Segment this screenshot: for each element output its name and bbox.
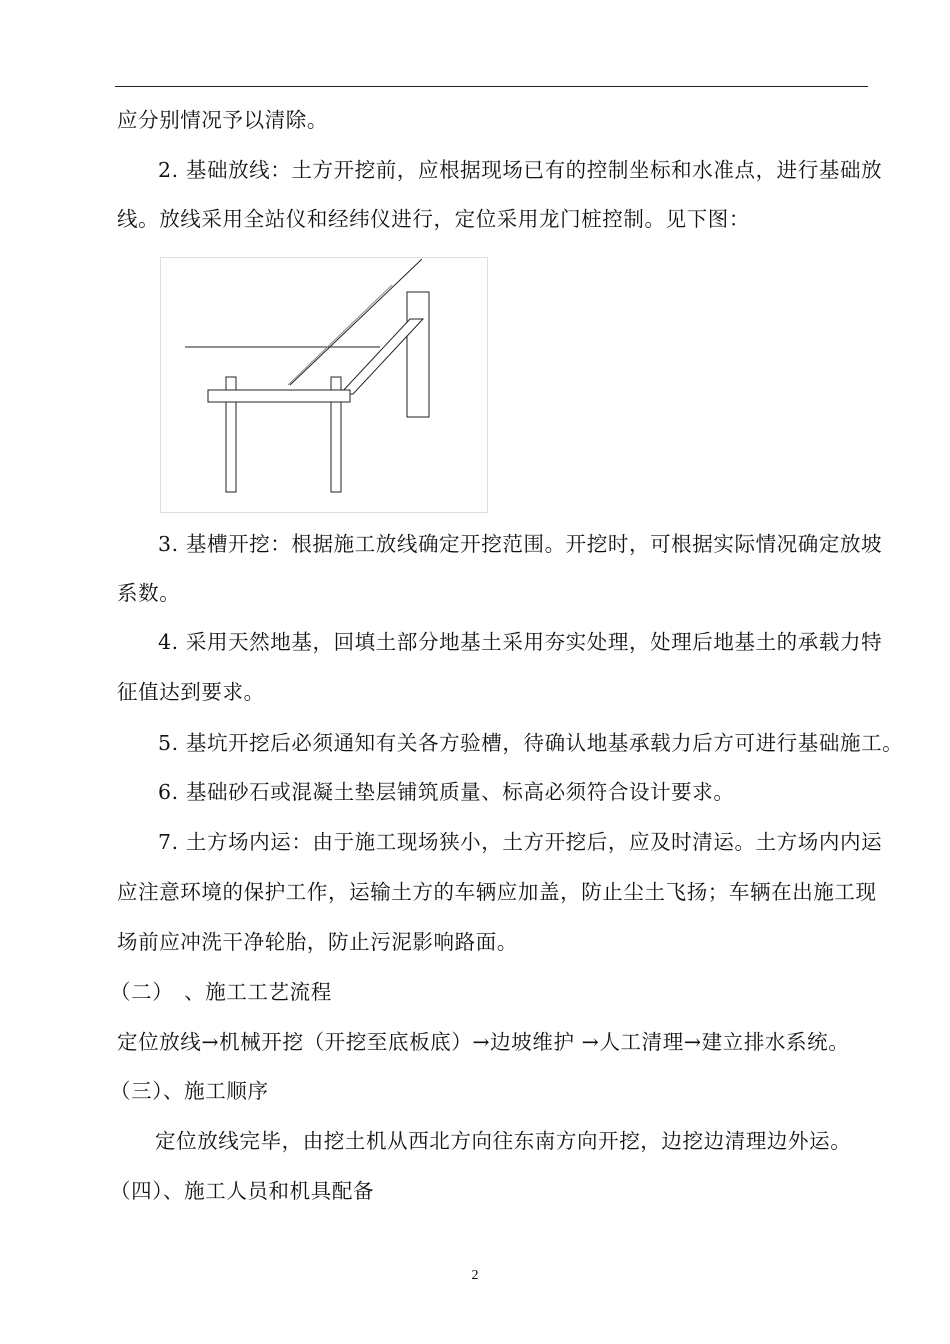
paragraph-line: 应分别情况予以清除。 [117,108,328,132]
crossbeam [208,390,350,402]
paragraph-line: 线。放线采用全站仪和经纬仪进行，定位采用龙门桩控制。见下图： [117,207,750,231]
paragraph-line: 3. 基槽开挖：根据施工放线确定开挖范围。开挖时，可根据实际情况确定放坡 [158,532,883,556]
paragraph-line: 4. 采用天然地基，回填土部分地基土采用夯实处理，处理后地基土的承载力特 [158,630,883,654]
paragraph-line: 应注意环境的保护工作，运输土方的车辆应加盖，防止尘土飞扬；车辆在出施工现 [117,880,877,904]
stake [407,292,429,417]
batter-board-figure [160,257,488,513]
section-heading: （四）、施工人员和机具配备 [110,1179,375,1203]
paragraph-line: 征值达到要求。 [117,680,265,704]
header-rule [115,86,868,87]
figure-frame [161,258,488,513]
paragraph-line: 7. 土方场内运：由于施工现场狭小，土方开挖后，应及时清运。土方场内内运 [158,830,883,854]
paragraph-line: 定位放线→机械开挖（开挖至底板底）→边坡维护 →人工清理→建立排水系统。 [117,1030,850,1054]
paragraph-line: 系数。 [117,581,181,605]
section-heading: （三）、施工顺序 [110,1079,269,1103]
paragraph-line: 定位放线完毕，由挖土机从西北方向往东南方向开挖，边挖边清理边外运。 [155,1129,852,1153]
paragraph-line: 5. 基坑开挖后必须通知有关各方验槽，待确认地基承载力后方可进行基础施工。 [158,731,904,755]
paragraph-line: 场前应冲洗干净轮胎，防止污泥影响路面。 [117,930,518,954]
paragraph-line: 2. 基础放线：土方开挖前，应根据现场已有的控制坐标和水准点，进行基础放 [158,158,883,182]
page-number: 2 [471,1268,479,1283]
section-heading: （二） 、施工工艺流程 [110,980,332,1004]
paragraph-line: 6. 基础砂石或混凝土垫层铺筑质量、标高必须符合设计要求。 [158,780,735,804]
